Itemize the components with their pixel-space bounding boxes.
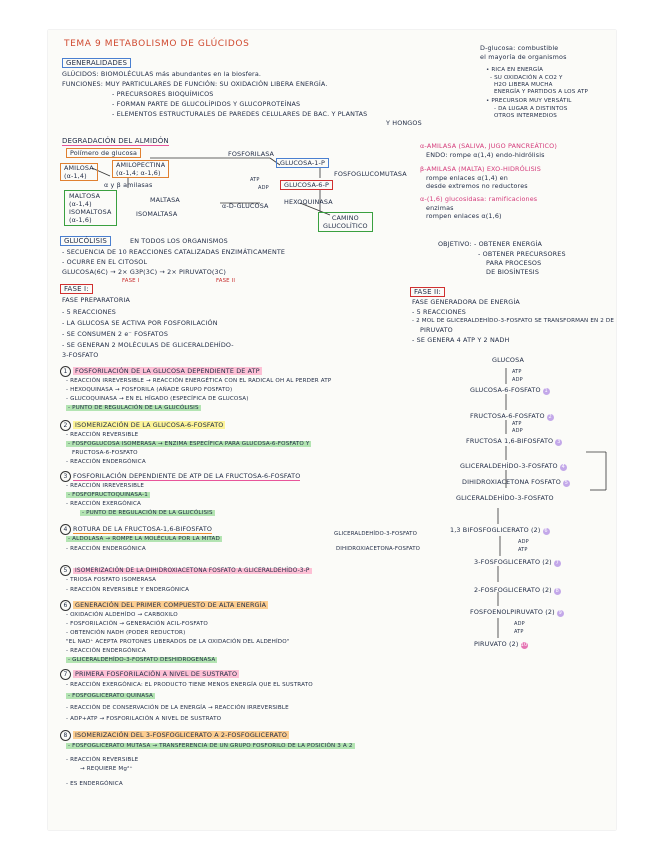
step-6-line: - OBTENCIÓN NADH (PODER REDUCTOR) — [66, 630, 186, 636]
camino-glucolitico-box — [318, 212, 373, 232]
pathway-g3p: GLICERALDEHÍDO-3-FOSFATO 4 — [460, 462, 565, 470]
pathway-adp: ADP — [512, 428, 523, 434]
step-3-line: - PUNTO DE REGULACIÓN DE LA GLUCÓLISIS — [82, 510, 213, 516]
maltosa-box — [64, 190, 117, 226]
amilasa-note: desde extremos no reductores — [426, 182, 528, 190]
fase-i-tag: FASE I — [122, 278, 140, 284]
step-4-product: GLICERALDEHÍDO-3-FOSFATO — [334, 531, 417, 537]
fase-ii-heading: FASE II: — [410, 287, 445, 297]
amilasas-label: α y β amilasas — [104, 181, 153, 189]
glucolitico-label: GLUCOLÍTICO — [323, 222, 368, 230]
amilopectina-box — [112, 160, 169, 178]
step-6-line: - REACCIÓN ENDERGÓNICA — [66, 648, 146, 654]
pathway-piruvato: PIRUVATO (2) 10 — [474, 640, 528, 648]
fase-ii-line: - SE GENERA 4 ATP Y 2 NADH — [412, 336, 510, 344]
pathway-3pg: 3-FOSFOGLICERATO (2) 7 — [474, 558, 559, 566]
pathway-atp: ATP — [514, 629, 524, 635]
fase-ii-tag: FASE II — [216, 278, 236, 284]
step-marker: 9 — [558, 610, 562, 616]
maltosa-bond: (α-1,4) — [69, 200, 92, 208]
alfa-amilasa-note: α-AMILASA (SALIVA, JUGO PANCREÁTICO) — [420, 142, 557, 150]
generalidades-line: - PRECURSORES BIOQUÍMICOS — [112, 90, 214, 98]
step-1-line: - PUNTO DE REGULACIÓN DE LA GLUCÓLISIS — [68, 405, 199, 411]
objetivo-line: - OBTENER PRECURSORES — [478, 250, 566, 258]
step-8-line: → REQUIERE Mg²⁺ — [80, 766, 133, 772]
step-7-line: - REACCIÓN EXERGÓNICA: EL PRODUCTO TIENE MENOS ENERGÍA QUE EL SUSTRATO — [66, 682, 313, 688]
note-line: ENERGÍA Y PARTIDOS A LOS ATP — [494, 89, 588, 95]
step-marker: 10 — [520, 642, 528, 648]
generalidades-line: - FORMAN PARTE DE GLUCOLÍPIDOS Y GLUCOPROTEÍNAS — [112, 100, 301, 108]
fosfoglucomutasa-label: FOSFOGLUCOMUTASA — [334, 170, 407, 178]
note-line: D-glucosa: combustible — [480, 44, 559, 52]
fosforilasa-label: FOSFORILASA — [228, 150, 275, 158]
fase-i-line: - LA GLUCOSA SE ACTIVA POR FOSFORILACIÓN — [62, 319, 218, 327]
amilasa-note: rompen enlaces α(1,6) — [426, 212, 502, 220]
step-marker: 2 — [548, 414, 552, 420]
fase-ii-line: - 2 MOL DE GLICERALDEHÍDO-3-FOSFATO SE TRANSFORMAN EN 2 DE — [412, 318, 615, 324]
alpha-d-glucosa-label: α-D-GLUCOSA — [222, 202, 269, 210]
step-5-line: - TRIOSA FOSFATO ISOMERASA — [66, 577, 157, 583]
step-4-line: - ALDOLASA → ROMPE LA MOLÉCULA POR LA MITAD — [68, 536, 220, 542]
amilasa-note: ENDO: rompe α(1,4) endo-hidrólisis — [426, 151, 545, 159]
isomaltosa-label: ISOMALTOSA — [69, 208, 112, 216]
glucosa-6p-box: GLUCOSA-6-P — [280, 180, 333, 190]
objetivo-line: OBJETIVO: - OBTENER ENERGÍA — [438, 240, 543, 248]
amilopectina-bond: (α-1,4; α-1,6) — [116, 169, 161, 177]
glucolisis-heading: GLUCÓLISIS — [60, 236, 111, 246]
amilosa-bond: (α-1,4) — [64, 172, 87, 180]
pathway-glucosa: GLUCOSA — [492, 356, 524, 364]
fase-ii-line: - 5 REACCIONES — [412, 308, 466, 316]
pathway-f16bp: FRUCTOSA 1,6-BIFOSFATO 3 — [466, 437, 561, 445]
page-title: TEMA 9 METABOLISMO DE GLÚCIDOS — [64, 39, 250, 49]
glucolisis-line: EN TODOS LOS ORGANISMOS — [130, 237, 228, 245]
step-7-line: - FOSFOGLICERATO QUINASA — [68, 693, 154, 699]
fase-i-line: - 5 REACCIONES — [62, 308, 116, 316]
step-6-line: - GLICERALDEHÍDO-3-FOSFATO DESHIDROGENASA — [68, 657, 216, 663]
note-line: - DA LUGAR A DISTINTOS — [494, 106, 568, 112]
step-6-heading: 6 GENERACIÓN DEL PRIMER COMPUESTO DE ALTA ENERGÍA — [60, 600, 268, 611]
step-4-line: - REACCIÓN ENDERGÓNICA — [66, 546, 146, 552]
pathway-f6p: FRUCTOSA-6-FOSFATO 2 — [470, 412, 552, 420]
glucolisis-equation: GLUCOSA(6C) → 2× G3P(3C) → 2× PIRUVATO(3C) — [62, 268, 226, 276]
hexoquinasa-label: HEXOQUINASA — [284, 198, 333, 206]
generalidades-line: FUNCIONES: MUY PARTICULARES DE FUNCIÓN: SU OXIDACIÓN LIBERA ENERGÍA. — [62, 80, 328, 88]
step-6-line: - OXIDACIÓN ALDEHÍDO → CARBOXILO — [66, 612, 178, 618]
atp-label: ATP — [250, 177, 260, 183]
step-7-heading: 7 PRIMERA FOSFORILACIÓN A NIVEL DE SUSTRATO — [60, 669, 239, 680]
step-marker: 7 — [555, 560, 559, 566]
glucosa-1p-box: GLUCOSA-1-P — [276, 158, 329, 168]
step-marker: 8 — [555, 588, 559, 594]
step-5-heading: 5 ISOMERIZACIÓN DE LA DIHIDROXIACETONA FOSFATO A GLICERALDEHÍDO-3-P — [60, 565, 312, 576]
generalidades-line: - ELEMENTOS ESTRUCTURALES DE PAREDES CELULARES DE BAC. Y PLANTAS — [112, 110, 368, 118]
step-1-heading: 1 FOSFORILACIÓN DE LA GLUCOSA DEPENDIENTE DE ATP — [60, 366, 262, 377]
objetivo-line: PARA PROCESOS — [486, 259, 542, 267]
step-1-line: - HEXOQUINASA → FOSFORILA (AÑADE GRUPO FOSFATO) — [66, 387, 233, 393]
step-marker: 6 — [544, 528, 548, 534]
step-3-heading: 3 FOSFORILACIÓN DEPENDIENTE DE ATP DE LA FRUCTOSA-6-FOSFATO — [60, 471, 300, 482]
step-7-line: - ADP+ATP → FOSFORILACIÓN A NIVEL DE SUSTRATO — [66, 716, 222, 722]
glucolisis-line: - SECUENCIA DE 10 REACCIONES CATALIZADAS ENZIMÁTICAMENTE — [62, 248, 286, 256]
amilasa-note: rompe enlaces α(1,4) en — [426, 174, 508, 182]
note-line: OTROS INTERMEDIOS — [494, 113, 557, 119]
pathway-13bpg: 1,3 BIFOSFOGLICERATO (2) 6 — [450, 526, 548, 534]
pathway-2pg: 2-FOSFOGLICERATO (2) 8 — [474, 586, 559, 594]
note-line: - SU OXIDACIÓN A CO2 Y — [490, 75, 563, 81]
step-4-product: DIHIDROXIACETONA-FOSFATO — [336, 546, 421, 552]
step-8-line: - FOSFOGLICERATO MUTASA → TRANSFERENCIA DE UN GRUPO FOSFORILO DE LA POSICIÓN 3 A 2 — [68, 743, 353, 749]
maltosa-label: MALTOSA — [69, 192, 101, 200]
degradacion-sub: Polímero de glucosa — [66, 148, 141, 158]
step-2-line: - FOSFOGLUCOSA ISOMERASA → ENZIMA ESPECÍFICA PARA GLUCOSA-6-FOSFATO Y — [68, 441, 310, 447]
isomaltasa-label: ISOMALTASA — [136, 210, 178, 218]
note-line: • RICA EN ENERGÍA — [486, 67, 544, 73]
glucolisis-line: - OCURRE EN EL CITOSOL — [62, 258, 148, 266]
step-2-line: - REACCIÓN ENDERGÓNICA — [66, 459, 146, 465]
pathway-adp: ADP — [512, 377, 523, 383]
note-line: H2O LIBERA MUCHA — [494, 82, 553, 88]
pathway-adp: ADP — [514, 621, 525, 627]
step-3-line: - REACCIÓN IRREVERSIBLE — [66, 483, 145, 489]
note-line: el mayoría de organismos — [480, 53, 567, 61]
step-8-heading: 8 ISOMERIZACIÓN DEL 3-FOSFOGLICERATO A 2-FOSFOGLICERATO — [60, 730, 289, 741]
glucosidasa-note: α-(1,6) glucosidasa: ramificaciones — [420, 195, 538, 203]
step-4-heading: 4 ROTURA DE LA FRUCTOSA-1,6-BIFOSFATO — [60, 524, 212, 535]
objetivo-line: DE BIOSÍNTESIS — [486, 268, 540, 276]
step-2-line: - REACCIÓN REVERSIBLE — [66, 432, 139, 438]
step-marker: 4 — [561, 464, 565, 470]
pathway-g3p-2: GLICERALDEHÍDO-3-FOSFATO — [456, 494, 554, 502]
note-line: • PRECURSOR MUY VERSÁTIL — [486, 98, 572, 104]
step-8-line: - REACCIÓN REVERSIBLE — [66, 757, 139, 763]
pathway-atp: ATP — [512, 421, 522, 427]
fase-ii-sub: FASE GENERADORA DE ENERGÍA — [412, 298, 520, 306]
pathway-dhap: DIHIDROXIACETONA FOSFATO 5 — [462, 478, 569, 486]
amilosa-label: AMILOSA — [64, 164, 94, 172]
step-6-line: - FOSFORILACIÓN → GENERACIÓN ACIL-FOSFATO — [66, 621, 208, 627]
step-5-line: - REACCIÓN REVERSIBLE Y ENDERGÓNICA — [66, 587, 190, 593]
step-8-line: - ES ENDERGÓNICA — [66, 781, 123, 787]
camino-label: CAMINO — [331, 214, 359, 222]
pathway-pep: FOSFOENOLPIRUVATO (2) 9 — [470, 608, 562, 616]
step-marker: 1 — [544, 388, 548, 394]
step-marker: 5 — [564, 480, 569, 486]
amilosa-box — [60, 163, 98, 181]
fase-i-line: 3-FOSFATO — [62, 351, 99, 359]
maltasa-label: MALTASA — [150, 196, 180, 204]
step-1-line: - REACCIÓN IRREVERSIBLE → REACCIÓN ENERGÉTICA CON EL RADICAL OH AL PERDER ATP — [66, 378, 332, 384]
generalidades-line: Y HONGOS — [386, 119, 422, 127]
step-6-line: "EL NAD⁺ ACEPTA PROTONES LIBERADOS DE LA OXIDACIÓN DEL ALDEHÍDO" — [66, 639, 290, 645]
beta-amilasa-note: β-AMILASA (MALTA) EXO-HIDRÓLISIS — [420, 165, 542, 173]
fase-i-sub: FASE PREPARATORIA — [62, 296, 130, 304]
step-7-line: - REACCIÓN DE CONSERVACIÓN DE LA ENERGÍA → REACCIÓN IRREVERSIBLE — [66, 705, 289, 711]
step-2-heading: 2 ISOMERIZACIÓN DE LA GLUCOSA-6-FOSFATO — [60, 420, 225, 431]
step-3-line: - REACCIÓN EXERGÓNICA — [66, 501, 142, 507]
amilopectina-label: AMILOPECTINA — [116, 161, 166, 169]
pathway-adp: ADP — [518, 539, 529, 545]
fase-i-line: - SE CONSUMEN 2 e⁻ FOSFATOS — [62, 330, 169, 338]
fase-i-line: - SE GENERAN 2 MOLÉCULAS DE GLICERALDEHÍDO- — [62, 341, 234, 349]
fase-ii-line: PIRUVATO — [420, 326, 453, 334]
generalidades-heading: GENERALIDADES — [62, 58, 131, 68]
adp-label: ADP — [258, 185, 269, 191]
fase-i-heading: FASE I: — [60, 284, 93, 294]
step-3-line: - FOSFOFRUCTOQUINASA-1 — [68, 492, 148, 498]
generalidades-line: GLÚCIDOS: BIOMOLÉCULAS más abundantes en la biosfera. — [62, 70, 262, 78]
step-2-line: FRUCTOSA-6-FOSFATO — [72, 450, 138, 456]
pathway-atp: ATP — [512, 369, 522, 375]
pathway-atp: ATP — [518, 547, 528, 553]
isomaltosa-bond: (α-1,6) — [69, 216, 92, 224]
step-marker: 3 — [557, 439, 561, 445]
amilasa-note: enzimas — [426, 204, 454, 212]
degradacion-heading: DEGRADACIÓN DEL ALMIDÓN — [62, 137, 169, 145]
step-1-line: - GLUCOQUINASA → EN EL HÍGADO (ESPECÍFICA DE GLUCOSA) — [66, 396, 249, 402]
pathway-g6p: GLUCOSA-6-FOSFATO 1 — [470, 386, 548, 394]
